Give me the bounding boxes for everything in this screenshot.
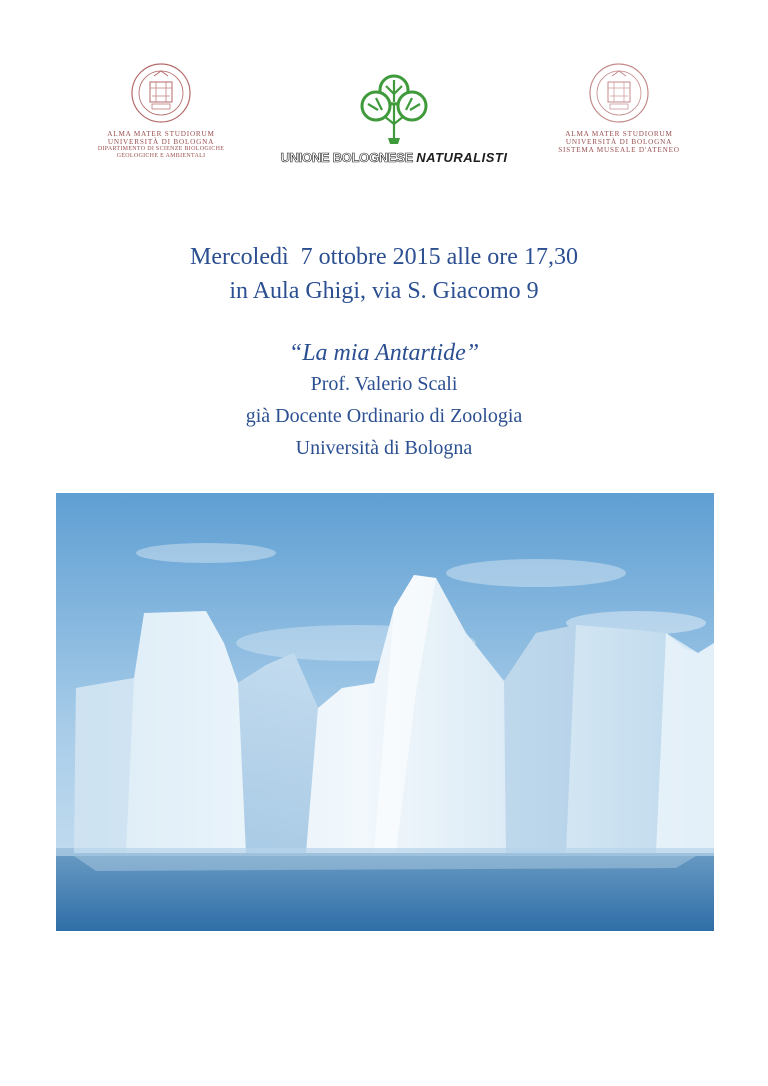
speaker-role: già Docente Ordinario di Zoologia — [245, 405, 523, 427]
right-university-logo — [524, 62, 714, 155]
unione-bolognese-naturalisti-logo — [276, 72, 512, 165]
organization-name-part2: NATURALISTI — [416, 150, 508, 165]
speaker-affiliation: Università di Bologna — [295, 437, 473, 459]
tree-icon — [354, 72, 434, 146]
speaker-name: Prof. Valerio Scali — [310, 373, 458, 395]
event-location: in Aula Ghigi, via S. Giacomo 9 — [229, 278, 539, 304]
left-university-logo — [66, 62, 256, 160]
university-seal-icon — [588, 62, 650, 124]
talk-title: “La mia Antartide” — [288, 340, 480, 366]
university-seal-icon — [130, 62, 192, 124]
seal-text-line: ALMA MATER STUDIORUM — [107, 130, 215, 138]
organization-name — [276, 150, 512, 165]
iceberg-photo — [56, 493, 714, 931]
seal-text-line: DIPARTIMENTO DI SCIENZE BIOLOGICHE — [97, 146, 225, 153]
event-date: Mercoledì 7 ottobre 2015 alle ore 17,30 — [190, 244, 578, 270]
seal-text-line: GEOLOGICHE E AMBIENTALI — [116, 153, 206, 160]
organization-name-part1: UNIONE BOLOGNESE — [280, 150, 413, 165]
seal-text-line: UNIVERSITÀ DI BOLOGNA — [107, 138, 215, 147]
header-logos — [0, 0, 768, 200]
seal-text-line: UNIVERSITÀ DI BOLOGNA — [565, 138, 673, 147]
seal-text-line: SISTEMA MUSEALE D'ATENEO — [558, 146, 680, 155]
seal-text-line: ALMA MATER STUDIORUM — [565, 130, 673, 138]
